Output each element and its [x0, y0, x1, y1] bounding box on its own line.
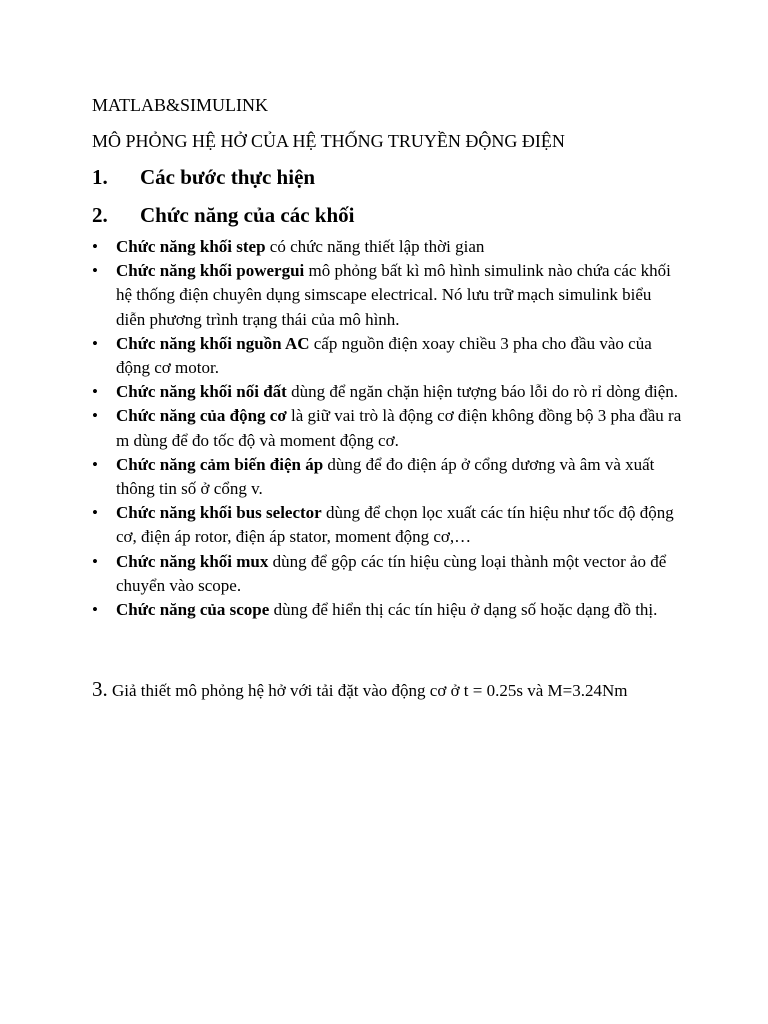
list-item: [92, 453, 682, 501]
list-item-text: cấp nguồn điện xoay chiều 3 pha cho đầu vào của động cơ motor.: [116, 333, 652, 378]
list-item: [92, 259, 682, 332]
list-item-text: là giữ vai trò là động cơ điện không đồng bộ 3 pha đầu ra m dùng để đo tốc độ và moment động cơ.: [116, 406, 682, 450]
document-title: MÔ PHỎNG HỆ HỞ CỦA HỆ THỐNG TRUYỀN ĐỘNG ĐIỆN: [92, 131, 565, 151]
bullet-icon: •: [92, 237, 98, 256]
bullet-icon: •: [92, 382, 98, 402]
list-item: [92, 332, 682, 380]
list-item-label: Chức năng khối nguồn AC: [116, 333, 310, 353]
list-item: [92, 404, 682, 452]
list-item-text: dùng để đo điện áp ở cổng dương và âm và xuất thông tin số ở cổng v.: [116, 454, 655, 499]
list-item-label: Chức năng khối bus selector: [116, 503, 322, 523]
list-item-label: Chức năng của scope: [116, 600, 270, 620]
bullet-icon: •: [92, 454, 98, 474]
section-heading-1: [92, 164, 315, 190]
list-item: [92, 380, 682, 404]
list-item-text: dùng để chọn lọc xuất các tín hiệu như tốc độ động cơ, điện áp rotor, điện áp stator, moment động cơ,…: [116, 503, 674, 547]
list-item-text: dùng để gộp các tín hiệu cùng loại thành một vector ảo để chuyển vào scope.: [116, 551, 667, 595]
bullet-icon: •: [92, 333, 98, 353]
section-label-2: Chức năng của các khối: [140, 203, 355, 227]
list-item-label: Chức năng khối powergui: [116, 261, 305, 281]
section-number-2: 2.: [92, 203, 108, 227]
section-3-text: Giả thiết mô phỏng hệ hở với tải đặt vào động cơ ở t = 0.25s và M=3.24Nm: [107, 681, 628, 700]
list-item: [92, 598, 682, 622]
list-item: [92, 550, 682, 598]
section-label-1: Các bước thực hiện: [140, 165, 316, 189]
list-item-text: mô phỏng bất kì mô hình simulink nào chứa các khối hệ thống điện chuyên dụng simscape electrical. Nó lưu trữ mạch simulink biểu diễn phương trình trạng thái của mô hình.: [116, 261, 671, 329]
section-number-3: 3.: [92, 677, 108, 701]
list-item-label: Chức năng khối mux: [116, 551, 269, 571]
list-item-label: Chức năng của động cơ: [116, 406, 287, 426]
section-heading-2: [92, 202, 354, 228]
bullet-icon: •: [92, 503, 98, 523]
section-number-1: 1.: [92, 165, 108, 189]
list-item: [92, 235, 682, 259]
list-item-text: dùng để ngăn chặn hiện tượng báo lỗi do rò rỉ dòng điện.: [286, 382, 679, 402]
bullet-icon: •: [92, 551, 98, 571]
bullet-icon: •: [92, 600, 98, 620]
list-item: [92, 501, 682, 549]
list-item-text: có chức năng thiết lập thời gian: [265, 237, 485, 256]
bullet-icon: •: [92, 406, 98, 426]
list-item-text: dùng để hiển thị các tín hiệu ở dạng số hoặc dạng đồ thị.: [269, 600, 658, 620]
block-function-list: [92, 235, 682, 622]
list-item-label: Chức năng khối nối đất: [116, 382, 287, 402]
section-3-paragraph: [92, 677, 682, 703]
bullet-icon: •: [92, 261, 98, 281]
list-item-label: Chức năng cảm biến điện áp: [116, 454, 324, 474]
document-header: MATLAB&SIMULINK: [92, 95, 269, 115]
list-item-label: Chức năng khối step: [116, 237, 266, 256]
